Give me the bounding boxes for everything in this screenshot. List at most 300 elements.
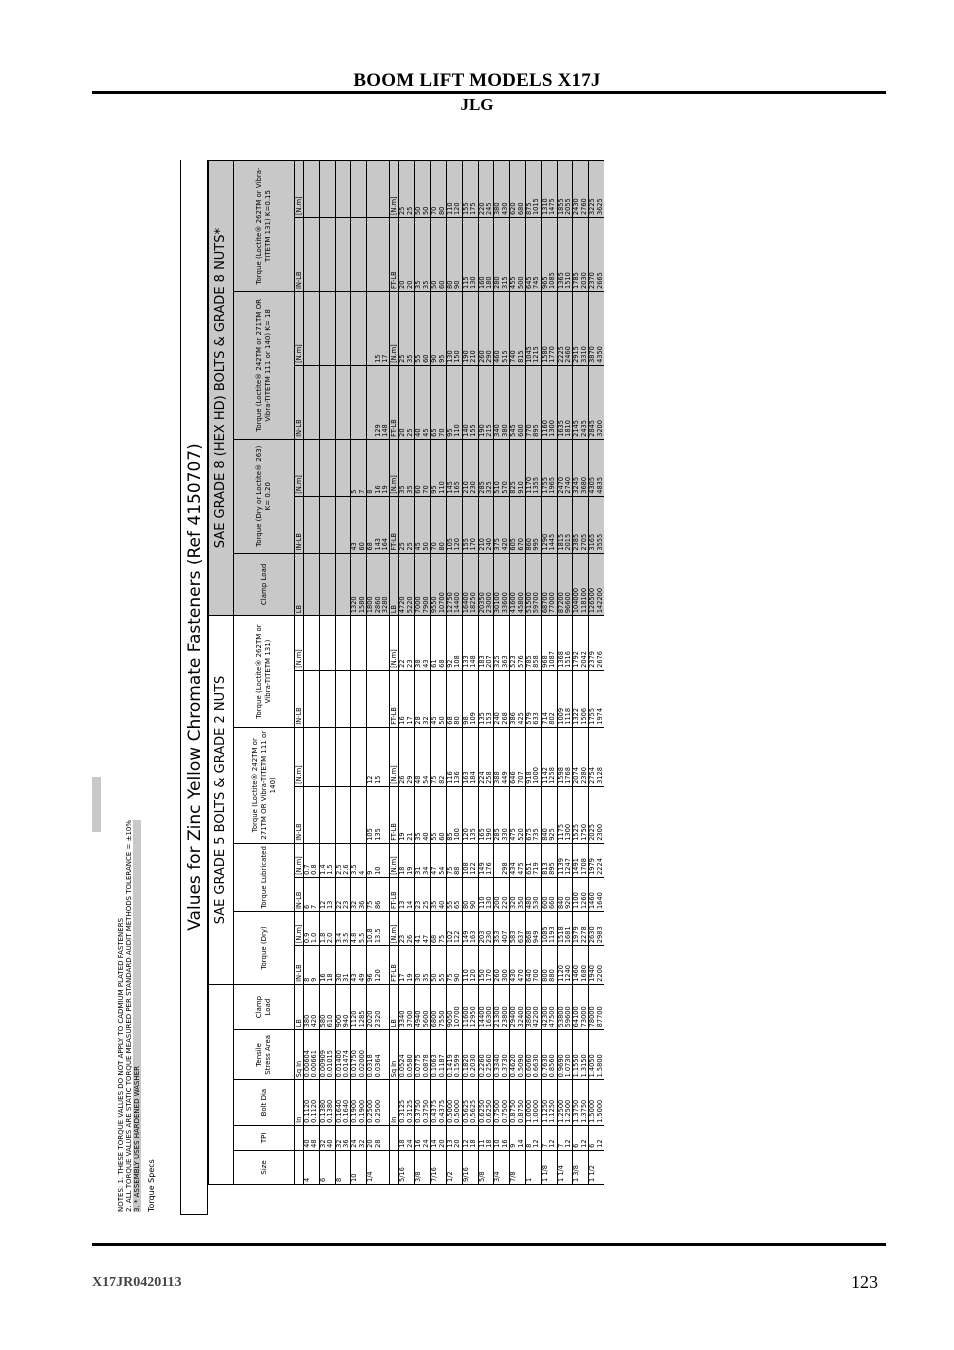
cell: 3280 [382,553,390,616]
cell: 470 [518,946,526,985]
cell: 184 [470,727,478,786]
cell: 68 [446,670,454,727]
cell: 1815 [557,496,565,553]
cell: 10 [351,1150,359,1184]
table-row [581,161,589,1185]
cell [382,616,390,671]
cell: 1300 [549,365,557,439]
cell [335,670,343,727]
cell: 3680 [581,439,589,496]
cell: 2225 [557,291,565,365]
cell: 48 [415,727,423,786]
cell: 60 [439,218,447,292]
cell: 120 [462,786,470,843]
cell: In [295,1080,304,1126]
cell [335,553,343,616]
cell: 0.7500 [502,1080,510,1126]
cell: 29400 [510,984,518,1030]
cell [319,553,327,616]
cell: 70 [431,496,439,553]
cell: 0.0775 [415,1030,423,1080]
cell: 460 [494,291,502,365]
cell: 75 [367,877,375,911]
cell: 16 [319,946,327,985]
cell: 20 [367,1125,375,1150]
cell [375,218,382,292]
cell: 240 [494,670,502,727]
table-row [541,161,549,1185]
cell: 23 [343,877,351,911]
cell: 353 [494,912,502,946]
cell: 1785 [573,218,581,292]
cell: 12 [581,1125,589,1150]
cell: 2055 [565,161,573,218]
cell: 19 [399,786,407,843]
cell [311,218,319,292]
cell: 18 [470,1125,478,1150]
cell: 1.1250 [541,1080,549,1126]
cell: 120 [454,496,462,553]
cell: 1810 [565,365,573,439]
cell: 2020 [367,984,375,1030]
cell: 87700 [597,984,604,1030]
cell: 714 [541,670,549,727]
notes-rotated [117,732,215,1212]
table-row [431,161,439,1185]
cell: [N.m] [295,291,304,365]
cell: 1800 [367,553,375,616]
cell: 1708 [581,843,589,877]
cell [327,1150,335,1184]
cell: 1.8 [319,912,327,946]
cell [351,616,359,671]
cell: IN-LB [295,877,304,911]
cell [319,161,327,218]
cell: 165 [478,786,486,843]
cell: 60 [415,439,423,496]
cell: 0.0364 [375,1030,382,1080]
cell: 0.1419 [446,1030,454,1080]
cell: 0.1599 [454,1030,462,1080]
header-title: BOOM LIFT MODELS X17J [353,70,601,91]
cell: 700 [533,946,541,985]
cell [359,616,367,671]
table-row [319,161,327,1185]
cell: 0.9 [304,912,312,946]
cell: 20 [439,1125,447,1150]
cell: 633 [533,670,541,727]
cell: 95 [446,365,454,439]
cell: 0.00909 [319,1030,327,1080]
cell: 43 [351,496,359,553]
cell: 1770 [549,291,557,365]
cell: 14400 [454,553,462,616]
cell: 86 [375,877,382,911]
cell: 1.5 [327,843,335,877]
cell: 35 [399,439,407,496]
cell: 1518 [557,912,565,946]
cell: 122 [454,912,462,946]
cell [319,291,327,365]
cell [367,218,375,292]
cell: 38600 [525,984,533,1030]
cell: 880 [549,946,557,985]
cell: 600 [518,365,526,439]
cell: 10 [375,843,382,877]
cell: 1160 [541,365,549,439]
cell: 645 [525,218,533,292]
cell: 2.0 [327,912,335,946]
cell: 32 [335,1125,343,1150]
cell: 29 [407,727,415,786]
cell: 15 [375,291,382,365]
cell: 1193 [549,912,557,946]
cell: 9 [311,946,319,985]
cell: 190 [486,786,494,843]
cell [319,727,327,786]
cell: 1247 [565,843,573,877]
cell: 3310 [581,291,589,365]
cell: 207 [486,616,494,671]
cell: 24 [407,1125,415,1150]
cell [304,670,312,727]
cell: 2740 [565,439,573,496]
cell [304,218,312,292]
cell: 1 [525,1150,533,1184]
cell: 330 [502,786,510,843]
cell: 1516 [565,616,573,671]
cell: 3700 [407,984,415,1030]
cell: 0.1820 [462,1030,470,1080]
cell: 54 [439,843,447,877]
cell: 143 [375,496,382,553]
cell: 18 [399,1125,407,1150]
cell [382,218,390,292]
cell: 50 [431,218,439,292]
cell: 900 [335,984,343,1030]
table-row [510,161,518,1185]
cell: IN-LB [295,365,304,439]
cell: 17 [407,670,415,727]
cell [319,616,327,671]
cell: 14400 [478,984,486,1030]
cell: 925 [549,786,557,843]
cell: 16 [502,1125,510,1150]
cell: 3/4 [494,1150,502,1184]
cell: 80 [454,670,462,727]
cell: 2015 [565,496,573,553]
cell: 1240 [565,946,573,985]
units-row [390,161,399,1185]
cell: 1979 [589,843,597,877]
cell: 12 [319,877,327,911]
cell: 1979 [573,912,581,946]
cell: 1009 [557,670,565,727]
cell: 0.7 [304,843,312,877]
cell: 425 [518,670,526,727]
cell: 995 [533,496,541,553]
cell: 0.00661 [311,1030,319,1080]
table-row [486,161,494,1185]
cell: 108 [454,616,462,671]
cell [327,496,335,553]
cell: 298 [502,843,510,877]
cell: 19 [382,439,390,496]
cell: 32 [351,877,359,911]
cell: LB [295,984,304,1030]
cell: 1.2500 [557,1080,565,1126]
cell: 1580 [359,553,367,616]
cell: [N.m] [295,912,304,946]
section-label: Torque Specs [147,1159,156,1212]
cell: 155 [470,365,478,439]
cell [375,161,382,218]
cell: 51500 [525,553,533,616]
cell [319,365,327,439]
cell: 47 [431,843,439,877]
cell: 17 [399,946,407,985]
cell: 637 [518,912,526,946]
cell: 48 [311,1125,319,1150]
cell: 0.2260 [478,1030,486,1080]
cell: 130 [446,291,454,365]
cell: 203 [478,912,486,946]
cell [335,161,343,218]
cell: 65 [454,877,462,911]
cell: 12750 [446,553,454,616]
cell: 1322 [573,670,581,727]
table-row [415,161,423,1185]
cell: 0.5000 [454,1080,462,1126]
cell: 500 [518,218,526,292]
cell: 12 [549,1125,557,1150]
cell: 260 [494,946,502,985]
cell: 0.01400 [335,1030,343,1080]
cell: 6 [319,1150,327,1184]
table-row [565,161,573,1185]
cell: 55 [415,291,423,365]
cell: 4720 [399,553,407,616]
cell: 65 [431,365,439,439]
cell: 98 [462,670,470,727]
cell: 12 [565,1125,573,1150]
cell: 80 [446,218,454,292]
cell: 133 [462,616,470,671]
cell: 35 [415,218,423,292]
cell: 380 [304,984,312,1030]
cell: 1.3750 [573,1080,581,1126]
cell: 813 [541,843,549,877]
cell: [N.m] [390,161,399,218]
cell: 8 [525,1125,533,1150]
cell: 0.01015 [327,1030,335,1080]
cell: 5220 [407,553,415,616]
cell: 858 [533,616,541,671]
cell: 5600 [423,984,431,1030]
cell: 49 [359,946,367,985]
cell: 1087 [549,616,557,671]
cell: 800 [541,946,549,985]
cell: 190 [462,291,470,365]
cell: 1365 [557,218,565,292]
cell: 1681 [565,912,573,946]
cell: 13.5 [375,912,382,946]
cell: 388 [494,727,502,786]
cell: 8 [367,439,375,496]
cell: 0.02000 [359,1030,367,1080]
col-size: Size [234,1150,295,1184]
cell: 126500 [589,553,597,616]
cell: 0.1120 [311,1080,319,1126]
cell: 230 [486,912,494,946]
cell: 230 [470,439,478,496]
cell: 23 [407,616,415,671]
cell: 1368 [557,616,565,671]
cell: 47500 [549,984,557,1030]
cell: 68 [439,616,447,671]
cell: 1.0000 [533,1080,541,1126]
cell: 145 [446,439,454,496]
cell: 430 [502,161,510,218]
cell: 965 [541,218,549,292]
cell: 7 [359,439,367,496]
cell: 0.1120 [304,1080,312,1126]
cell: 7 [541,1125,549,1150]
cell: 42300 [541,984,549,1030]
cell: 36 [359,877,367,911]
cell: LB [390,984,399,1030]
cell: 0.9690 [557,1030,565,1080]
cell: 0.3730 [502,1030,510,1080]
cell: 13 [446,1125,454,1150]
cell [304,161,312,218]
cell: [N.m] [390,291,399,365]
cell: 136 [454,727,462,786]
cell: 22 [399,616,407,671]
cell: 0.6630 [533,1030,541,1080]
cell: 1215 [533,291,541,365]
cell: 68 [431,912,439,946]
cell: 19 [407,946,415,985]
cell: 579 [525,670,533,727]
cell: 0.2500 [375,1080,382,1126]
note-line-1: NOTES: 1. THESE TORQUE VALUES DO NOT APPLY TO CADMIUM PLATED FASTENERS [117,917,125,1212]
cell: 2983 [597,912,604,946]
cell: 7000 [415,553,423,616]
cell: 25 [407,161,415,218]
cell: 50 [423,496,431,553]
cell: 35 [407,291,415,365]
cell: 1120 [351,984,359,1030]
cell: 40 [423,786,431,843]
cell: 9050 [446,984,454,1030]
cell: 53800 [557,984,565,1030]
cell: 1000 [533,727,541,786]
cell: 190 [478,365,486,439]
cell: 20 [454,1125,462,1150]
col-clamp: Clamp Load [234,984,295,1030]
cell: 22 [335,877,343,911]
cell: 4305 [589,439,597,496]
cell: FT-LB [390,496,399,553]
cell: 0.3125 [399,1080,407,1126]
cell: 9/16 [462,1150,470,1184]
cell: 2430 [573,161,581,218]
cell: 16 [375,439,382,496]
cell: 868 [525,912,533,946]
cell: 407 [502,912,510,946]
cell: 149 [478,843,486,877]
cell: 155 [462,161,470,218]
cell: 3.5 [343,912,351,946]
cell [327,786,335,843]
cell [311,670,319,727]
cell: 68700 [541,553,549,616]
cell: 825 [510,439,518,496]
cell: 910 [518,439,526,496]
cell: 1680 [581,946,589,985]
cell: 2630 [589,912,597,946]
cell: 300 [502,946,510,985]
cell: 680 [518,161,526,218]
table-row [439,161,447,1185]
cell: 82 [439,727,447,786]
cell: 3200 [597,365,604,439]
cell: 2435 [581,365,589,439]
col-bolt-dia: Bolt Dia [234,1080,295,1126]
cell: 102 [446,912,454,946]
cell: 33600 [502,553,510,616]
cell: 2278 [581,912,589,946]
cell: [N.m] [295,843,304,877]
table-row [502,161,510,1185]
cell: IN-LB [295,218,304,292]
cell: 9550 [431,553,439,616]
cell: 68 [367,496,375,553]
cell: 40 [327,1125,335,1150]
cell [375,670,382,727]
cell: 14 [407,877,415,911]
cell [470,1150,478,1184]
cell: 130 [486,877,494,911]
cell: Sq In [390,1030,399,1080]
cell: 0.5000 [446,1080,454,1126]
cell [311,496,319,553]
cell: 88 [454,843,462,877]
cell: 77000 [549,553,557,616]
cell: 12950 [470,984,478,1030]
cell: 12 [597,1125,604,1150]
cell: 6 [589,1125,597,1150]
cell: 224 [478,727,486,786]
cell: 1.0000 [525,1080,533,1126]
cell: 380 [494,161,502,218]
cell [319,218,327,292]
cell [597,1150,604,1184]
cell: 1792 [573,616,581,671]
cell: 1.5000 [597,1080,604,1126]
cell: 646 [510,727,518,786]
cell [304,727,312,786]
cell: 13 [399,877,407,911]
cell [304,496,312,553]
cell: 90 [470,877,478,911]
cell: 583 [510,912,518,946]
cell: 434 [510,843,518,877]
cell: 35 [423,946,431,985]
cell: 96600 [565,553,573,616]
table-row [407,161,415,1185]
